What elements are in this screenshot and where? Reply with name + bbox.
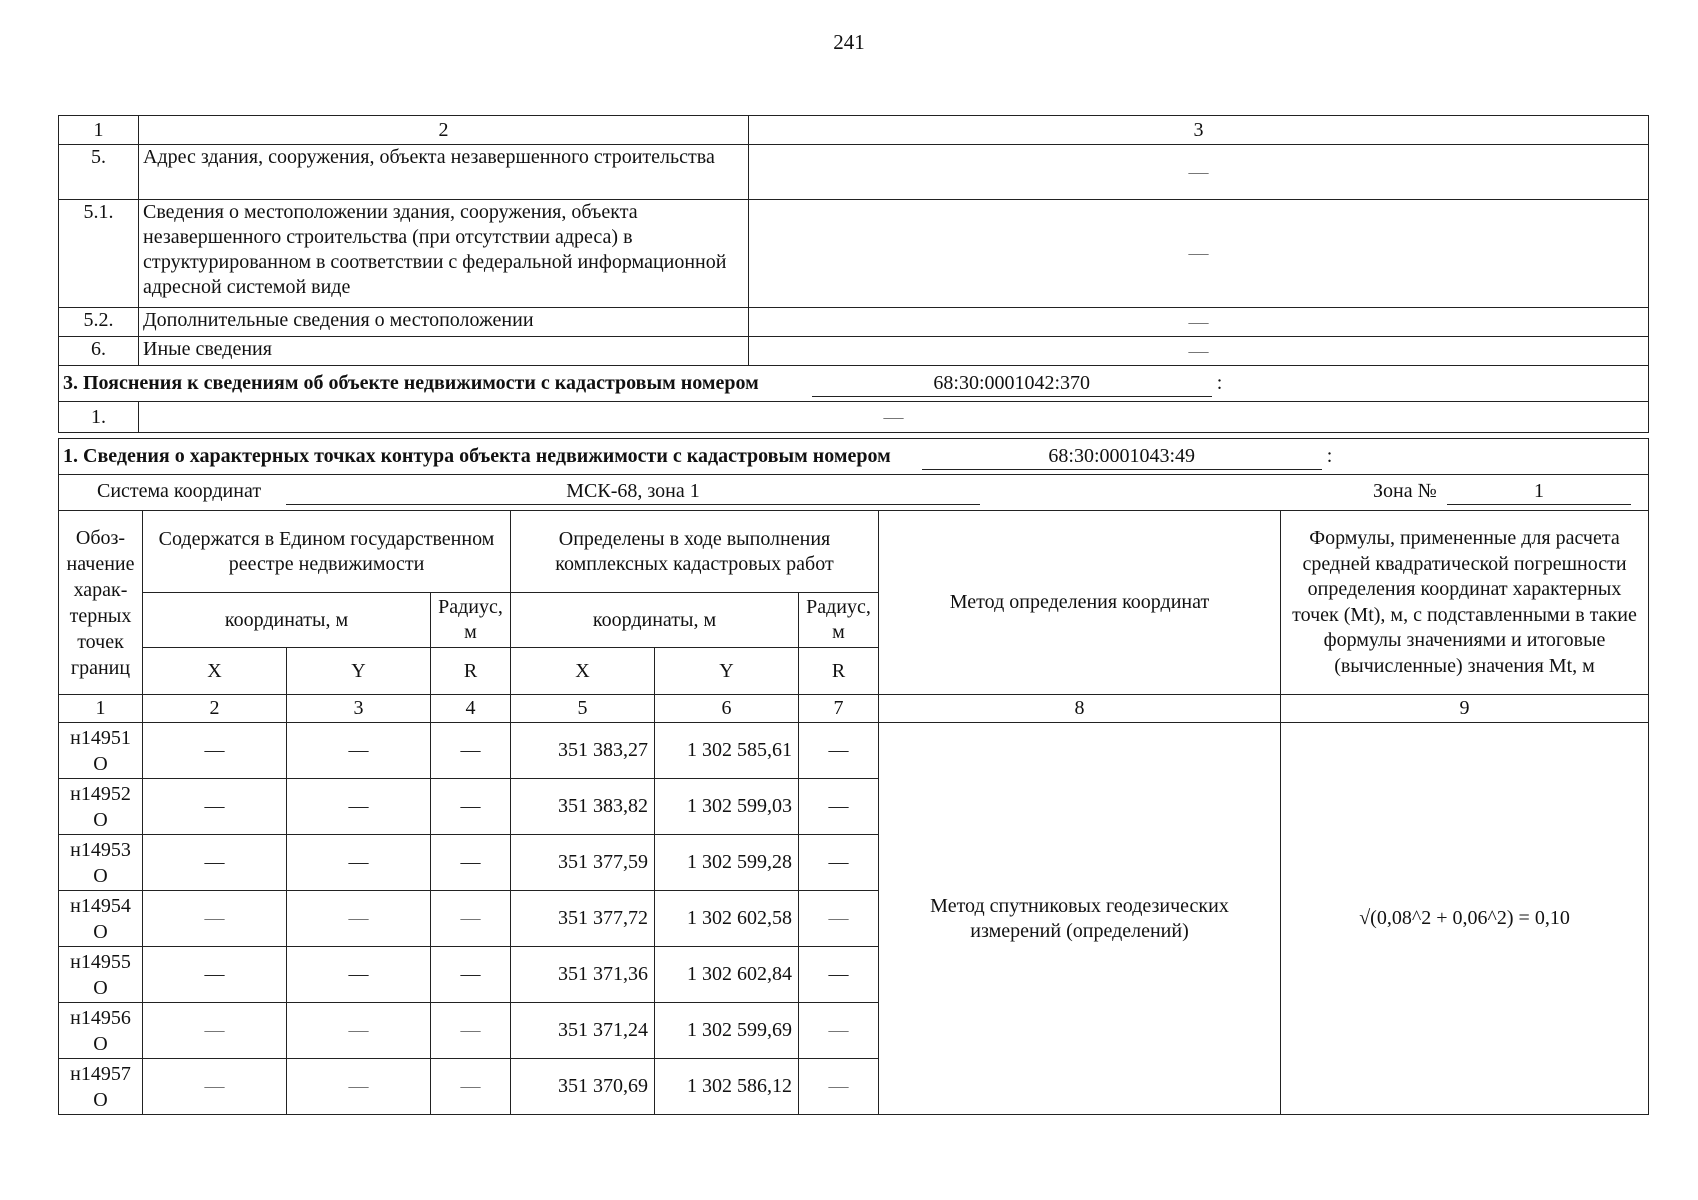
radius-cell: — <box>799 835 879 891</box>
method-value: Метод спутниковых геодезических измерений (определений) <box>879 723 1281 1115</box>
determined-radius-header: Радиус, м <box>799 593 879 648</box>
egrn-x-cell: — <box>143 779 287 835</box>
egrn-y-cell: — <box>287 1003 431 1059</box>
point-designation: н14955 О <box>59 947 143 1003</box>
col-number: 4 <box>431 695 511 723</box>
col-number: 5 <box>511 695 655 723</box>
col-number: 1 <box>59 695 143 723</box>
formula-value: √(0,08^2 + 0,06^2) = 0,10 <box>1281 723 1649 1115</box>
point-designation: н14952 О <box>59 779 143 835</box>
col-number: 1 <box>59 116 139 145</box>
y-coordinate: 1 302 602,58 <box>655 891 799 947</box>
determined-r-header: R <box>799 648 879 695</box>
table-row <box>59 337 1649 366</box>
row-value: — <box>749 308 1649 337</box>
y-coordinate: 1 302 599,03 <box>655 779 799 835</box>
row-number: 5.1. <box>59 200 139 308</box>
row-label: Иные сведения <box>139 337 749 366</box>
zone-label: Зона № <box>1373 480 1437 502</box>
row-label: Адрес здания, сооружения, объекта незавершенного строительства <box>139 145 749 200</box>
table-row <box>59 402 1649 433</box>
determined-coords-header: координаты, м <box>511 593 799 648</box>
col-number: 9 <box>1281 695 1649 723</box>
egrn-x-header: X <box>143 648 287 695</box>
x-coordinate: 351 377,59 <box>511 835 655 891</box>
column-number-row <box>59 116 1649 145</box>
row-number: 5. <box>59 145 139 200</box>
col-number: 8 <box>879 695 1281 723</box>
egrn-y-cell: — <box>287 1059 431 1115</box>
egrn-x-cell: — <box>143 835 287 891</box>
header-row-1 <box>59 511 1649 593</box>
x-coordinate: 351 383,82 <box>511 779 655 835</box>
row-number: 6. <box>59 337 139 366</box>
egrn-header: Содержатся в Едином государственном реестре недвижимости <box>143 511 511 593</box>
egrn-r-header: R <box>431 648 511 695</box>
egrn-r-cell: — <box>431 835 511 891</box>
determined-header: Определены в ходе выполнения комплексных кадастровых работ <box>511 511 879 593</box>
egrn-r-cell: — <box>431 779 511 835</box>
col-number: 7 <box>799 695 879 723</box>
table-row <box>59 723 1649 779</box>
formulas-header: Формулы, примененные для расчета средней квадратической погрешности определения координат характерных точек (Mt), м, с подставленными в такие формулы значениями и итоговые (вычисленные) значения Mt, м <box>1281 511 1649 695</box>
egrn-coords-header: координаты, м <box>143 593 431 648</box>
section3-title: 3. Пояснения к сведениям об объекте недвижимости с кадастровым номером <box>63 371 759 394</box>
egrn-r-cell: — <box>431 1059 511 1115</box>
egrn-r-cell: — <box>431 891 511 947</box>
row-value: — <box>139 402 1649 433</box>
point-designation: н14956 О <box>59 1003 143 1059</box>
x-coordinate: 351 383,27 <box>511 723 655 779</box>
table-row <box>59 145 1649 200</box>
points-section-title: 1. Сведения о характерных точках контура объекта недвижимости с кадастровым номером <box>63 444 891 467</box>
row-number: 5.2. <box>59 308 139 337</box>
egrn-x-cell: — <box>143 1059 287 1115</box>
coord-system-row <box>59 475 1649 511</box>
object-info-table <box>58 115 1649 433</box>
point-designation: н14953 О <box>59 835 143 891</box>
table-row <box>59 308 1649 337</box>
determined-y-header: Y <box>655 648 799 695</box>
radius-cell: — <box>799 947 879 1003</box>
egrn-x-cell: — <box>143 947 287 1003</box>
points-cadastral-number: 68:30:0001043:49 <box>922 444 1322 470</box>
egrn-x-cell: — <box>143 723 287 779</box>
row-value: — <box>749 145 1649 200</box>
egrn-radius-header: Радиус, м <box>431 593 511 648</box>
y-coordinate: 1 302 585,61 <box>655 723 799 779</box>
egrn-y-cell: — <box>287 779 431 835</box>
egrn-x-cell: — <box>143 1003 287 1059</box>
y-coordinate: 1 302 602,84 <box>655 947 799 1003</box>
radius-cell: — <box>799 779 879 835</box>
x-coordinate: 351 371,36 <box>511 947 655 1003</box>
characteristic-points-table <box>58 438 1649 1115</box>
egrn-y-cell: — <box>287 835 431 891</box>
designation-header: Обоз-начение харак-терных точек границ <box>59 511 143 695</box>
points-colon: : <box>1326 444 1333 467</box>
egrn-y-header: Y <box>287 648 431 695</box>
point-designation: н14951 О <box>59 723 143 779</box>
coord-system-label: Система координат <box>97 480 262 502</box>
radius-cell: — <box>799 1003 879 1059</box>
table-row <box>59 200 1649 308</box>
x-coordinate: 351 370,69 <box>511 1059 655 1115</box>
egrn-y-cell: — <box>287 891 431 947</box>
egrn-y-cell: — <box>287 723 431 779</box>
x-coordinate: 351 377,72 <box>511 891 655 947</box>
col-number: 3 <box>287 695 431 723</box>
method-header: Метод определения координат <box>879 511 1281 695</box>
col-number: 2 <box>139 116 749 145</box>
row-value: — <box>749 337 1649 366</box>
section3-colon: : <box>1216 371 1223 394</box>
y-coordinate: 1 302 599,69 <box>655 1003 799 1059</box>
zone-value: 1 <box>1447 479 1631 505</box>
page-number: 241 <box>833 30 865 54</box>
row-label: Сведения о местоположении здания, сооружения, объекта незавершенного строительства (при отсутствии адреса) в структурированном в соответствии с федеральной информационной адресной системой виде <box>139 200 749 308</box>
col-number: 2 <box>143 695 287 723</box>
row-number: 1. <box>59 402 139 433</box>
radius-cell: — <box>799 1059 879 1115</box>
egrn-r-cell: — <box>431 1003 511 1059</box>
radius-cell: — <box>799 891 879 947</box>
egrn-r-cell: — <box>431 723 511 779</box>
coord-system-value: МСК-68, зона 1 <box>286 479 980 505</box>
point-designation: н14957 О <box>59 1059 143 1115</box>
radius-cell: — <box>799 723 879 779</box>
egrn-y-cell: — <box>287 947 431 1003</box>
egrn-r-cell: — <box>431 947 511 1003</box>
row-value: — <box>749 200 1649 308</box>
x-coordinate: 351 371,24 <box>511 1003 655 1059</box>
section3-header-row <box>59 366 1649 402</box>
y-coordinate: 1 302 599,28 <box>655 835 799 891</box>
col-number: 6 <box>655 695 799 723</box>
y-coordinate: 1 302 586,12 <box>655 1059 799 1115</box>
points-title-row <box>59 439 1649 475</box>
row-label: Дополнительные сведения о местоположении <box>139 308 749 337</box>
column-number-row <box>59 695 1649 723</box>
section3-cadastral-number: 68:30:0001042:370 <box>812 371 1212 397</box>
egrn-x-cell: — <box>143 891 287 947</box>
determined-x-header: X <box>511 648 655 695</box>
point-designation: н14954 О <box>59 891 143 947</box>
col-number: 3 <box>749 116 1649 145</box>
